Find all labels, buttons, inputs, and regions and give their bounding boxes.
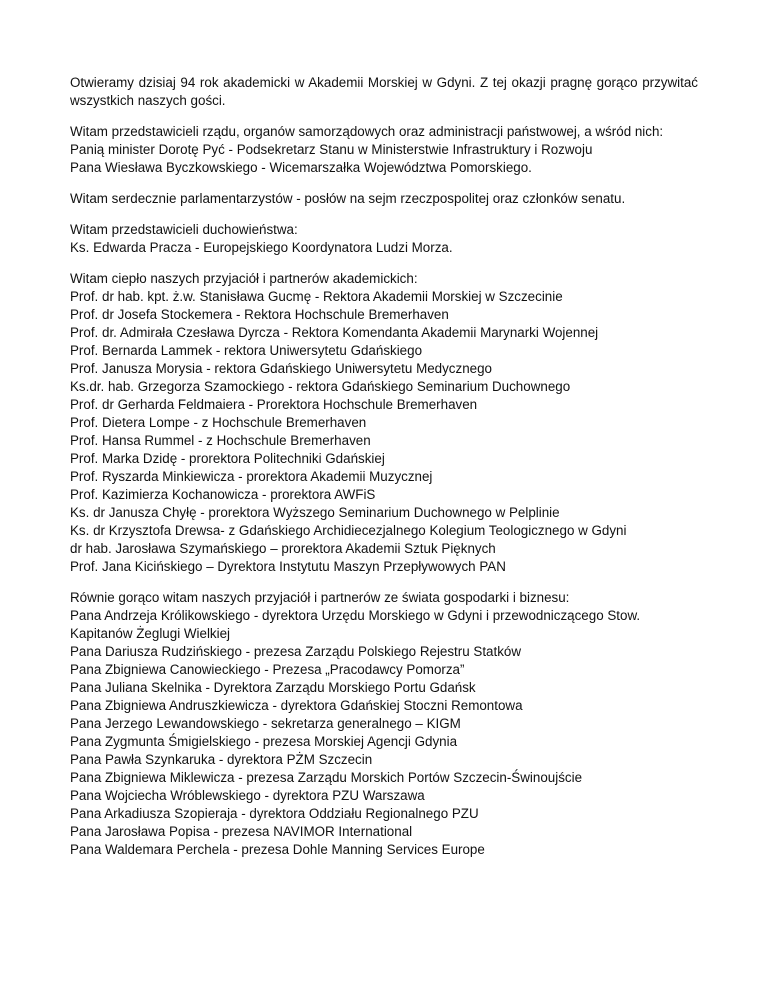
text-line: Prof. Marka Dzidę - prorektora Politechniki Gdańskiej — [70, 451, 385, 466]
text-line: Ks. dr Krzysztofa Drewsa- z Gdańskiego Archidiecezjalnego Kolegium Teologicznego w Gdyni — [70, 523, 627, 538]
text-line: Ks.dr. hab. Grzegorza Szamockiego - rektora Gdańskiego Seminarium Duchownego — [70, 379, 571, 394]
text-line: Prof. Dietera Lompe - z Hochschule Bremerhaven — [70, 415, 367, 430]
text-line: Pana Juliana Skelnika - Dyrektora Zarządu Morskiego Portu Gdańsk — [70, 680, 476, 695]
text-line: Pana Waldemara Perchela - prezesa Dohle Manning Services Europe — [70, 842, 485, 857]
text-line: Pana Andrzeja Królikowskiego - dyrektora Urzędu Morskiego w Gdyni i przewodniczącego Stow. Kapitanów Żeglugi Wielkiej — [70, 608, 641, 641]
text-line: Pana Wiesława Byczkowskiego - Wicemarszałka Województwa Pomorskiego. — [70, 160, 532, 175]
text-line: Pana Pawła Szynkaruka - dyrektora PŻM Szczecin — [70, 752, 373, 767]
text-line: Panią minister Dorotę Pyć - Podsekretarz Stanu w Ministerstwie Infrastruktury i Rozwoju — [70, 142, 593, 157]
text-line: Prof. dr Gerharda Feldmaiera - Prorektora Hochschule Bremerhaven — [70, 397, 478, 412]
document-page — [70, 74, 698, 872]
text-line: Witam przedstawicieli duchowieństwa: — [70, 222, 298, 237]
text-line: Ks. dr Janusza Chyłę - prorektora Wyższego Seminarium Duchownego w Pelplinie — [70, 505, 560, 520]
text-line: Prof. Janusza Morysia - rektora Gdańskiego Uniwersytetu Medycznego — [70, 361, 492, 376]
text-line: Otwieramy dzisiaj 94 rok akademicki w Akademii Morskiej w Gdyni. Z tej okazji pragnę gorąco przywitać wszystkich naszych gości. — [70, 75, 698, 108]
text-line: Prof. Ryszarda Minkiewicza - prorektora Akademii Muzycznej — [70, 469, 433, 484]
text-line: Pana Zbigniewa Miklewicza - prezesa Zarządu Morskich Portów Szczecin-Świnoujście — [70, 770, 583, 785]
text-line: Pana Arkadiusza Szopieraja - dyrektora Oddziału Regionalnego PZU — [70, 806, 479, 821]
text-line: Witam ciepło naszych przyjaciół i partnerów akademickich: — [70, 271, 418, 286]
paragraph-intro — [70, 74, 698, 110]
text-line: Pana Wojciecha Wróblewskiego - dyrektora PZU Warszawa — [70, 788, 425, 803]
text-line: Pana Zygmunta Śmigielskiego - prezesa Morskiej Agencji Gdynia — [70, 734, 458, 749]
text-line: Witam serdecznie parlamentarzystów - posłów na sejm rzeczpospolitej oraz członków senatu. — [70, 191, 626, 206]
paragraph-parliament — [70, 190, 698, 208]
text-line: Ks. Edwarda Pracza - Europejskiego Koordynatora Ludzi Morza. — [70, 240, 453, 255]
text-line: Pana Dariusza Rudzińskiego - prezesa Zarządu Polskiego Rejestru Statków — [70, 644, 522, 659]
text-line: Prof. Bernarda Lammek - rektora Uniwersytetu Gdańskiego — [70, 343, 423, 358]
paragraph-business — [70, 589, 698, 859]
text-line: Witam przedstawicieli rządu, organów samorządowych oraz administracji państwowej, a wśród nich: — [70, 124, 664, 139]
text-line: Prof. Kazimierza Kochanowicza - prorektora AWFiS — [70, 487, 376, 502]
text-line: Prof. dr. Admirała Czesława Dyrcza - Rektora Komendanta Akademii Marynarki Wojennej — [70, 325, 599, 340]
text-line: Prof. Jana Kicińskiego – Dyrektora Instytutu Maszyn Przepływowych PAN — [70, 559, 506, 574]
text-line: Pana Jarosława Popisa - prezesa NAVIMOR International — [70, 824, 413, 839]
text-line: Prof. Hansa Rummel - z Hochschule Bremerhaven — [70, 433, 371, 448]
paragraph-clergy — [70, 221, 698, 257]
text-line: Pana Zbigniewa Andruszkiewicza - dyrektora Gdańskiej Stoczni Remontowa — [70, 698, 523, 713]
text-line: dr hab. Jarosława Szymańskiego – prorektora Akademii Sztuk Pięknych — [70, 541, 496, 556]
text-line: Równie gorąco witam naszych przyjaciół i partnerów ze świata gospodarki i biznesu: — [70, 590, 570, 605]
text-line: Prof. dr Josefa Stockemera - Rektora Hochschule Bremerhaven — [70, 307, 449, 322]
text-line: Pana Zbigniewa Canowieckiego - Prezesa „Pracodawcy Pomorza” — [70, 662, 465, 677]
text-line: Prof. dr hab. kpt. ż.w. Stanisława Gucmę - Rektora Akademii Morskiej w Szczecinie — [70, 289, 563, 304]
text-line: Pana Jerzego Lewandowskiego - sekretarza generalnego – KIGM — [70, 716, 461, 731]
paragraph-government — [70, 123, 698, 177]
paragraph-academic — [70, 270, 698, 576]
